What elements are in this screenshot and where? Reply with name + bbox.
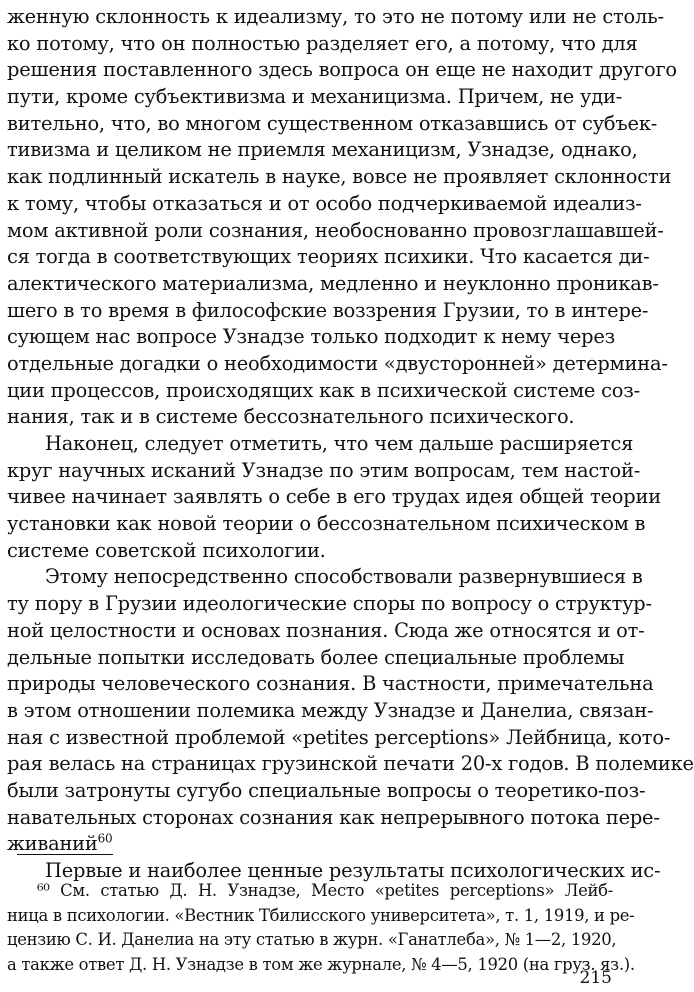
text-line [7, 298, 649, 325]
text-line-content: ко потому, что он полностью разделяет его, а потому, что для [7, 31, 638, 55]
text-line [7, 244, 650, 271]
text-line [7, 538, 613, 565]
text-line-content: решения поставленного здесь вопроса он еще не находит другого [7, 58, 677, 82]
text-line [7, 84, 623, 111]
text-line-content: женную склонность к идеализму, то это не потому или не столь- [7, 5, 664, 28]
text-line-content: ся тогда в соответствующих теориях психики. Что касается ди- [7, 245, 650, 269]
text-line-content: живаний [7, 832, 98, 856]
text-line [7, 645, 625, 672]
text-line-content: сующем нас вопросе Узнадзе только подходит к нему через [7, 325, 615, 349]
text-line [7, 725, 671, 752]
text-line-content: ту пору в Грузии идеологические споры по вопросу о структур- [7, 592, 652, 616]
text-line-content: чивее начинает заявлять о себе в его трудах идея общей теории [7, 485, 661, 509]
text-line-content: вительно, что, во многом существенном отказавшись от субъек- [7, 111, 658, 135]
text-line-content: ции процессов, происходящих как в психической системе соз- [7, 378, 640, 402]
text-line [7, 378, 640, 405]
text-line [7, 591, 652, 618]
text-line [7, 671, 654, 698]
footnote-separator [17, 854, 113, 855]
text-line-content: алектического материализма, медленно и неуклонно проникав- [7, 271, 659, 295]
text-line-content: были затронуты сугубо специальные вопросы о теоретико-поз- [7, 778, 646, 802]
text-line-content: рая велась на страницах грузинской печати 20-х годов. В полемике [7, 752, 694, 776]
text-line [7, 4, 664, 31]
text-line [7, 137, 638, 164]
footnote-line: ница в психологии. «Вестник Тбилисского университета», т. 1, 1919, и ре- [7, 905, 635, 925]
text-line [7, 111, 658, 138]
text-line-content: круг научных исканий Узнадзе по этим вопросам, тем настой- [7, 458, 641, 482]
text-line-content: как подлинный искатель в науке, вовсе не проявляет склонности [7, 165, 672, 189]
text-line [7, 191, 642, 218]
body-text [7, 4, 694, 885]
text-line-content: установки как новой теории о бессознательном психическом в [7, 512, 646, 536]
text-line-content: системе советской психологии. [7, 538, 326, 562]
footnote-line: ⁶⁰ См. статью Д. Н. Узнадзе, Место «petites perceptions» Лейб- [37, 881, 613, 900]
footnote-line: цензию С. И. Данелиа на эту статью в журн. «Ганатлеба», № 1—2, 1920, [7, 930, 617, 949]
text-line [7, 404, 613, 431]
text-line [7, 484, 661, 511]
text-line [7, 57, 677, 84]
text-line [7, 564, 643, 591]
text-line [7, 31, 638, 58]
text-line-content: мом активной роли сознания, необоснованно провозглашавшей- [7, 218, 664, 242]
footnotes [7, 879, 635, 977]
text-line-content: пути, кроме субъективизма и механицизма. Причем, не уди- [7, 85, 623, 109]
text-line-content: в этом отношении полемика между Узнадзе и Данелиа, связан- [7, 698, 654, 722]
text-line [7, 271, 659, 298]
text-line-content: отдельные догадки о необходимости «двусторонней» детермина- [7, 351, 668, 375]
footnote-line: а также ответ Д. Н. Узнадзе в том же журнале, № 4—5, 1920 (на груз. яз.). [7, 954, 635, 974]
page-number: 215 [579, 968, 612, 988]
text-line [7, 778, 646, 805]
text-line-content: природы человеческого сознания. В частности, примечательна [7, 672, 654, 696]
text-line [7, 351, 668, 378]
text-line-content: нания, так и в системе бессознательного психического. [7, 405, 575, 429]
text-line-content: ная с известной проблемой «petites perceptions» Лейбница, кото- [7, 725, 671, 749]
text-line [7, 218, 664, 245]
text-line [7, 805, 660, 832]
text-line-content: дельные попытки исследовать более специальные проблемы [7, 645, 625, 669]
text-line [7, 698, 654, 725]
text-line [7, 618, 645, 645]
text-line-content: к тому, чтобы отказаться и от особо подчеркиваемой идеализ- [7, 191, 642, 215]
text-line-content: Наконец, следует отметить, что чем дальше расширяется [45, 432, 634, 455]
text-line [7, 511, 646, 538]
text-line [7, 751, 694, 778]
text-line [7, 324, 613, 351]
text-line-content: ной целостности и основах познания. Сюда же относятся и от- [7, 618, 645, 642]
text-line-content: навательных сторонах сознания как непрерывного потока пере- [7, 805, 660, 829]
text-line [7, 431, 634, 458]
text-line-content: Этому непосредственно способствовали развернувшиеся в [45, 565, 643, 589]
footnote-reference: 60 [97, 831, 113, 846]
text-line-content: Первые и наиболее ценные результаты психологических ис- [45, 859, 661, 882]
text-line-content: шего в то время в философские воззрения Грузии, то в интере- [7, 298, 649, 322]
text-line-content: тивизма и целиком не приемля механицизм, Узнадзе, однако, [7, 138, 638, 162]
text-line [7, 164, 672, 191]
text-line [7, 458, 641, 485]
